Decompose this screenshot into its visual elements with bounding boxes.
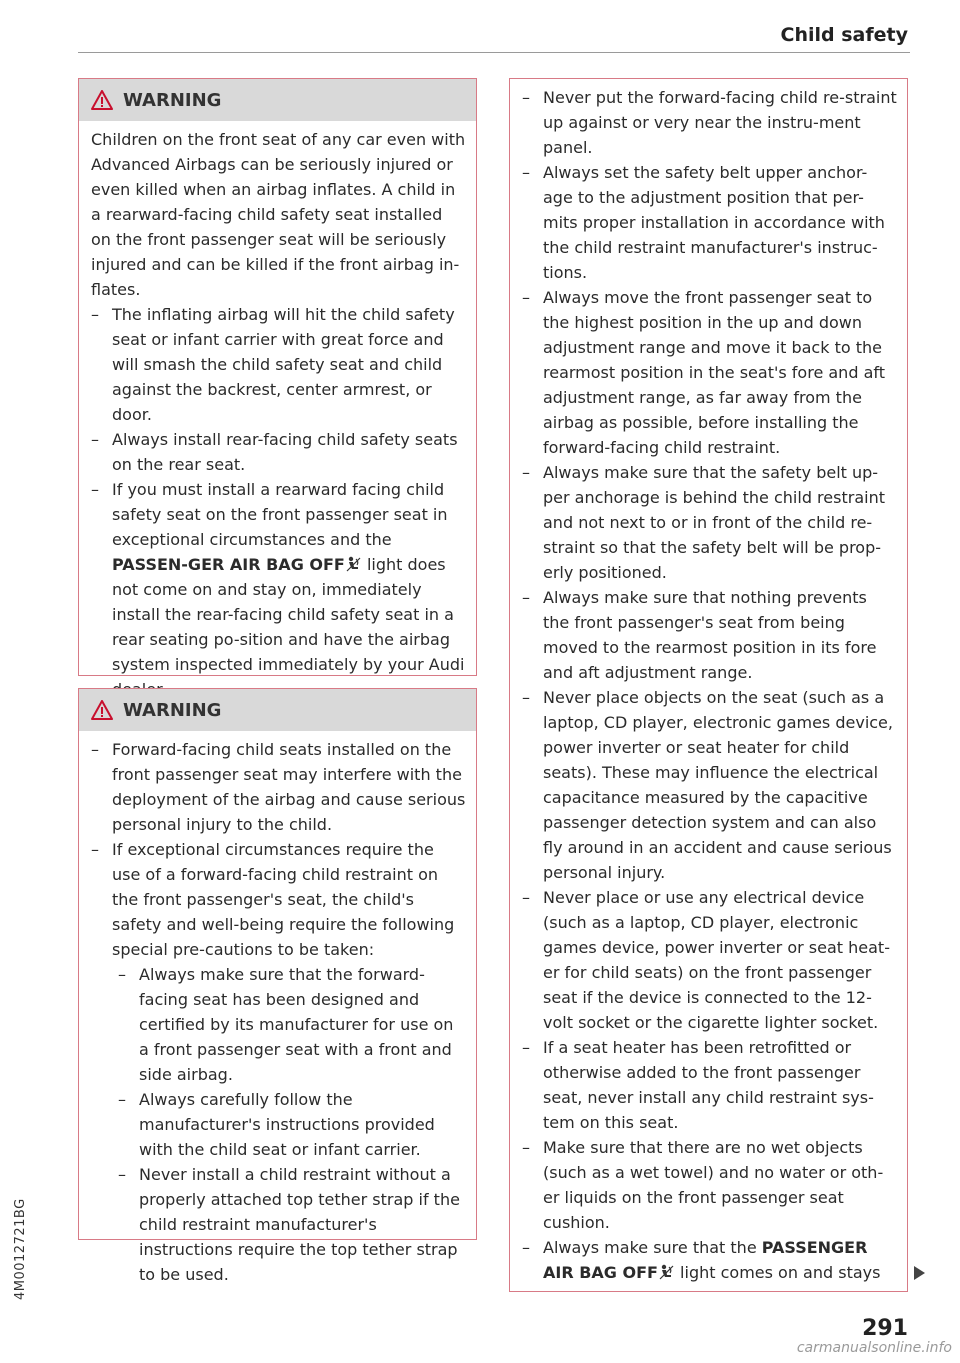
warning-continuation-body bbox=[510, 79, 907, 1293]
warning-continuation-box bbox=[509, 78, 908, 1292]
list-item-text: light comes on and stays bbox=[674, 1263, 881, 1282]
list-item-text: light does not come on and stay on, immediately install the rear-facing child safety seat in a rear seating po-sition and have the airbag system inspected immediately by your Audi bbox=[112, 555, 465, 674]
warning-body-2 bbox=[79, 731, 476, 1295]
warning-box-2 bbox=[78, 688, 477, 1284]
list-item: – Always set the safety belt upper anchor-age to the adjustment position that per-mits proper installation in accordance with the child restraint manufacturer's instruc-tions. bbox=[522, 160, 897, 285]
watermark: carmanualsonline.info bbox=[796, 1340, 952, 1356]
list-item: – The inflating airbag will hit the child safety seat or infant carrier with great force and will smash the child safety seat and child against the backrest, center armrest, or door. bbox=[91, 302, 466, 427]
list-item: – Always move the front passenger seat to the highest position in the up and down adjustment range and move it back to the rearmost position in the seat's fore and aft adjustment range, as far away from the airbag as possible, before installing the forward-facing child restraint. bbox=[522, 285, 897, 460]
warning-box-1 bbox=[78, 78, 477, 676]
list-item: – If exceptional circumstances require the use of a forward-facing child restraint on the front passenger's seat, the child's safety and well-being require the following special pre-cautions to be taken: bbox=[91, 837, 466, 962]
header-rule bbox=[78, 52, 910, 53]
warning-title-2: WARNING bbox=[123, 699, 222, 721]
list-item: – Never place objects on the seat (such as a laptop, CD player, electronic games device, power inverter or seat heater for child seats). These may influence the electrical capacitance measured by the capacitive passenger detection system and can also fly around in an accident and cause serious personal injury. bbox=[522, 685, 897, 885]
list-item bbox=[522, 1235, 897, 1285]
warning-intro: Children on the front seat of any car even with Advanced Airbags can be seriously injured or even killed when an airbag inflates. A child in a rearward-facing child safety seat installed on the front passenger seat will be seriously injured and can be killed if the front airbag in-flates. bbox=[91, 130, 466, 299]
indicator-label: PASSENGER AIR BAG OFF bbox=[543, 1238, 868, 1282]
list-item: – Always make sure that the safety belt up-per anchorage is behind the child restraint and not next to or in front of the child re-straint so that the safety belt will be prop-erly positioned. bbox=[522, 460, 897, 585]
sub-list-item: – Never install a child restraint without a properly attached top tether strap if the child restraint manufacturer's instructions require the top tether strap to be used. bbox=[91, 1162, 466, 1287]
document-code: 4M0012721BG bbox=[13, 1198, 28, 1300]
warning-header-2 bbox=[79, 689, 476, 731]
continue-arrow-icon bbox=[914, 1266, 925, 1280]
list-item: – Never place or use any electrical device (such as a laptop, CD player, electronic games device, power inverter or seat heat-er for child seats) on the front passenger seat if the device is connected to the 12-volt socket or the cigarette lighter socket. bbox=[522, 885, 897, 1035]
warning-triangle-icon bbox=[91, 90, 113, 110]
passenger-airbag-off-icon bbox=[346, 556, 361, 572]
sub-list-item: – Always make sure that the forward-facing seat has been designed and certified by its manufacturer for use on a front passenger seat with a front and side airbag. bbox=[91, 962, 466, 1087]
warning-title-1: WARNING bbox=[123, 89, 222, 111]
list-item-text: If you must install a rearward facing child safety seat on the front passenger seat in exceptional circumstances and the bbox=[112, 480, 448, 549]
sub-list-item: – Always carefully follow the manufacturer's instructions provided with the child seat or infant carrier. bbox=[91, 1087, 466, 1162]
passenger-airbag-off-icon bbox=[659, 1264, 674, 1280]
list-item bbox=[91, 477, 466, 702]
list-item: – If a seat heater has been retrofitted or otherwise added to the front passenger seat, never install any child restraint sys-tem on this seat. bbox=[522, 1035, 897, 1135]
warning-header-1 bbox=[79, 79, 476, 121]
list-item: – Always install rear-facing child safety seats on the rear seat. bbox=[91, 427, 466, 477]
list-item: – Never put the forward-facing child re-straint up against or very near the instru-ment panel. bbox=[522, 85, 897, 160]
section-title: Child safety bbox=[780, 24, 908, 46]
list-item: – Forward-facing child seats installed on the front passenger seat may interfere with the deployment of the airbag and cause serious personal injury to the child. bbox=[91, 737, 466, 837]
indicator-label: PASSEN-GER AIR BAG OFF bbox=[112, 555, 345, 574]
list-item: – Make sure that there are no wet objects (such as a wet towel) and no water or oth-er liquids on the front passenger seat cushion. bbox=[522, 1135, 897, 1235]
list-item-text: Always make sure that the bbox=[543, 1238, 762, 1257]
list-item: – Always make sure that nothing prevents the front passenger's seat from being moved to the rearmost position in its fore and aft adjustment range. bbox=[522, 585, 897, 685]
page-number: 291 bbox=[862, 1316, 908, 1341]
warning-triangle-icon bbox=[91, 700, 113, 720]
warning-body-1 bbox=[79, 121, 476, 710]
